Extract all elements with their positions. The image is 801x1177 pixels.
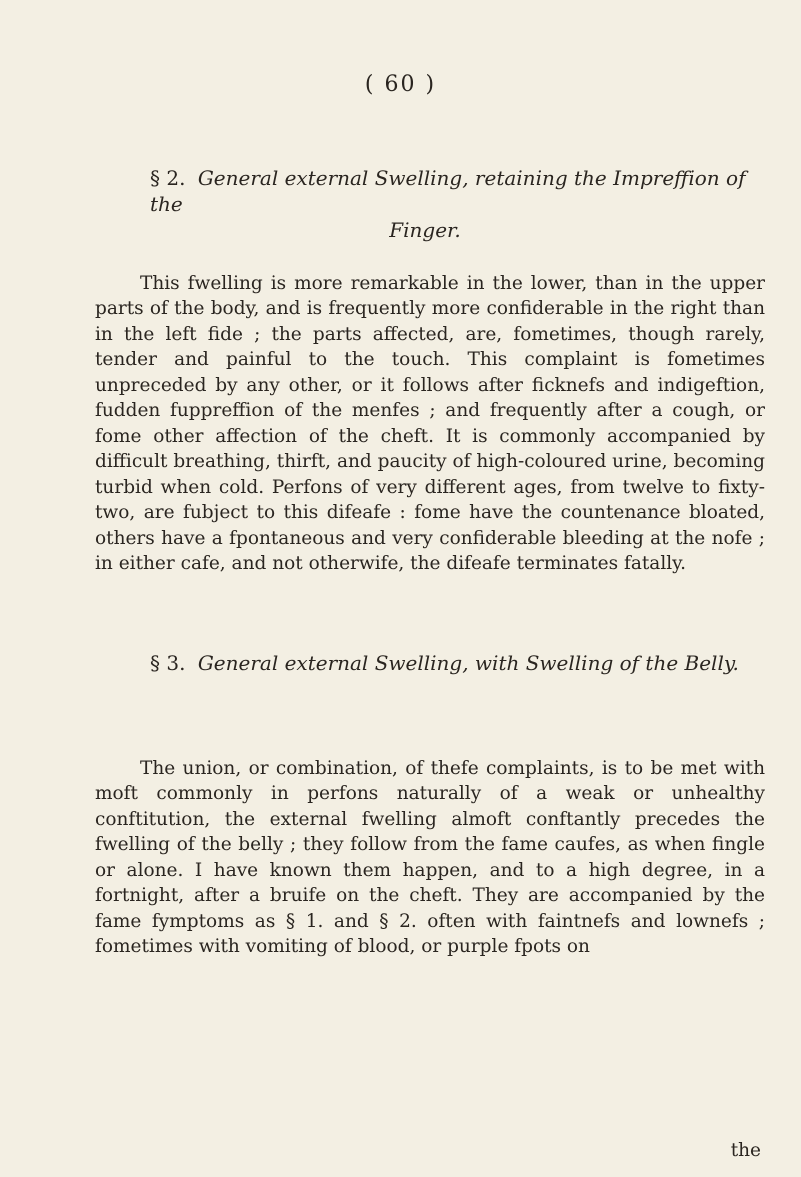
page-number: ( 60 ) [364,72,437,97]
section-paragraph: The union, or combination, of thefe complaints, is to be met with moft commonly in perfons naturally of a weak or unhealthy conftitution, the external fwelling almoft conftantly precedes the fwelling of the belly ; they follow from the fame caufes, as when fingle or alone. I have known them happen, and to a high degree, in a fortnight, after a bruife on the cheft. They are accompanied by the fame fymptoms as § 1. and § 2. often with faintnefs and lownefs ; fometimes with vomiting of blood, or purple fpots on [95,757,765,957]
section-heading [150,165,760,243]
section-title-continued: Finger. [389,218,461,242]
section-mark: § 3. [150,651,186,675]
section-title: General external Swelling, retaining the Impreffion of the [150,166,746,216]
section-title: General external Swelling, with Swelling of the Belly. [197,651,739,675]
section-mark: § 2. [150,166,186,190]
catchword: the [730,1140,761,1161]
section-paragraph: This fwelling is more remarkable in the lower, than in the upper parts of the body, and is frequently more confiderable in the right than in the left fide ; the parts affected, are, fometimes, though rarely, tender and painful to the touch. This complaint is fometimes unpreceded by any other, or it follows after ficknefs and indigeftion, fudden fuppreffion of the menfes ; and frequently after a cough, or fome other affection of the cheft. It is commonly accompanied by difficult breathing, thirft, and paucity of high-coloured urine, becoming turbid when cold. Perfons of very different ages, from twelve to fixty-two, are fubject to this difeafe : fome have the countenance bloated, others have a fpontaneous and very confiderable bleeding at the nofe ; in either cafe, and not otherwife, the difeafe terminates fatally. [95,272,765,574]
section-heading [150,650,760,676]
